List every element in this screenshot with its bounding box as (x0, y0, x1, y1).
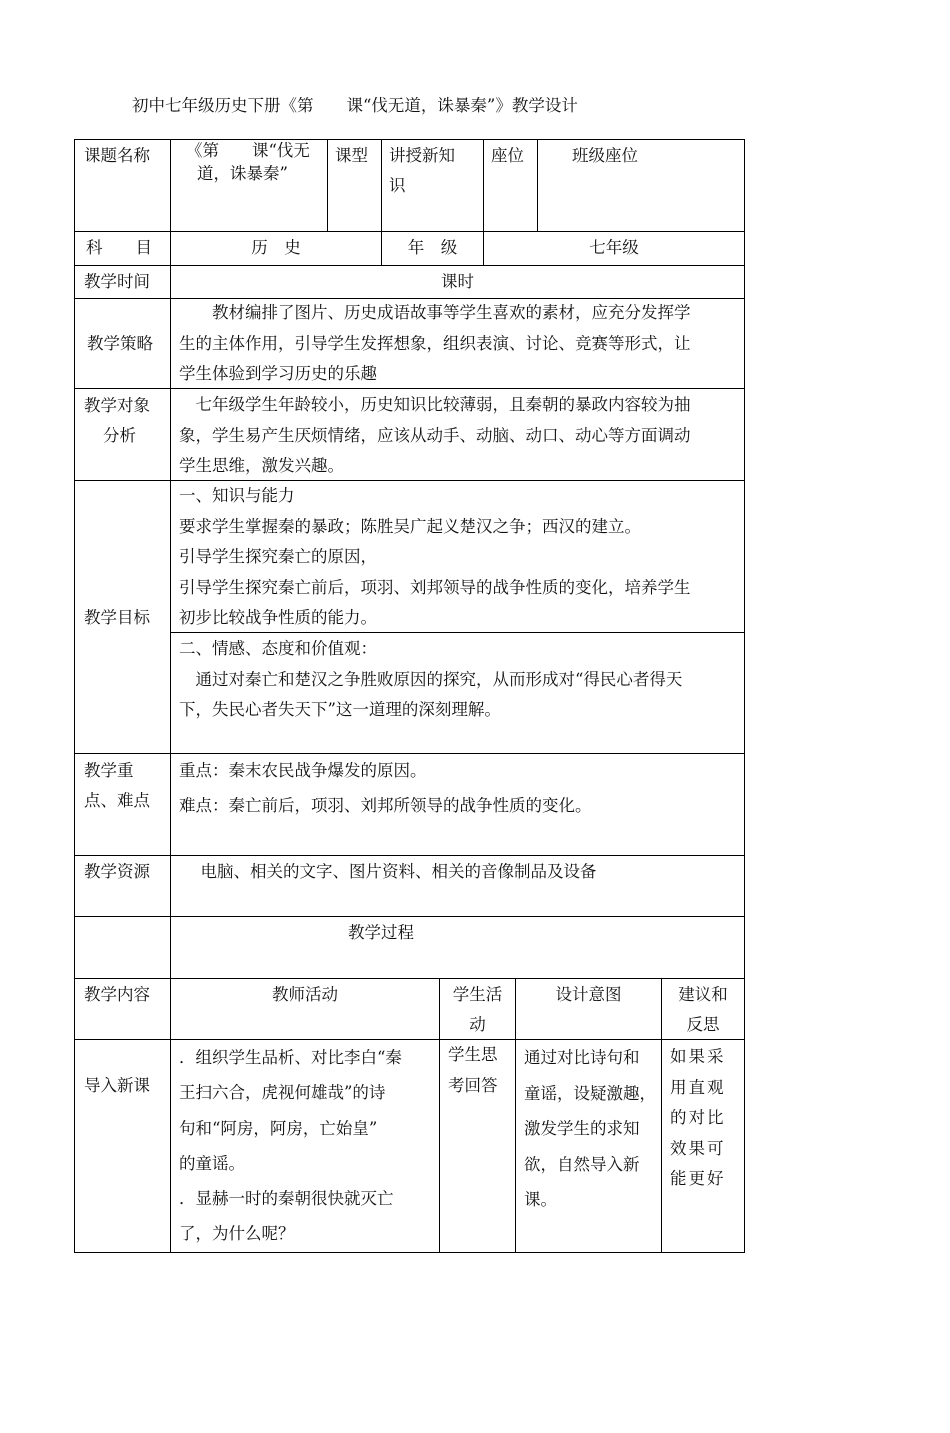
resources-label: 教学资源 (84, 862, 150, 881)
analysis-text (179, 390, 691, 482)
table-rule (74, 265, 745, 266)
subject-label: 科 目 (86, 238, 152, 257)
reflection-line: 效果可 (670, 1138, 726, 1158)
table-rule (327, 139, 328, 231)
objective-line: 通过对秦亡和楚汉之争胜败原因的探究，从而形成对“得民心者得天 (179, 669, 683, 689)
course-name-line: 道，诛暴秦” (197, 164, 288, 183)
student-activity-line: 考回答 (448, 1075, 498, 1095)
column-student-line: 学生活 (452, 985, 503, 1004)
analysis-line: 象，学生易产生厌烦情绪，应该从动手、动脑、动口、动心等方面调动 (179, 425, 691, 445)
teacher-activity-line: 王扫六合，虎视何雄哉”的诗 (179, 1083, 386, 1103)
teacher-activity-line: 的童谣。 (179, 1153, 245, 1173)
teacher-activity-line: ．组织学生品析、对比李白“秦 (179, 1048, 402, 1067)
objectives-label: 教学目标 (84, 608, 150, 627)
table-border-top (74, 139, 745, 140)
teacher-activity-line: 了，为什么呢？ (179, 1224, 295, 1244)
objective-line: 一、知识与能力 (179, 486, 295, 505)
strategy-text (179, 298, 691, 390)
grade-label: 年 级 (407, 238, 458, 257)
type-value-line: 讲授新知 (389, 146, 455, 165)
intro-reflection (670, 1042, 726, 1195)
table-rule (537, 139, 538, 231)
reflection-line: 的对比 (670, 1108, 726, 1127)
column-student-line: 动 (469, 1015, 486, 1034)
seat-label: 座位 (491, 146, 524, 165)
table-rule (515, 978, 516, 1252)
student-activity-line: 学生思 (448, 1045, 498, 1064)
key-point-focus: 重点：秦末农民战争爆发的原因。 (179, 761, 427, 780)
strategy-line: 学生体验到学习历史的乐趣 (179, 364, 377, 383)
time-label: 教学时间 (84, 272, 150, 291)
key-points-label-line: 教学重 (84, 761, 134, 780)
document-title: 初中七年级历史下册《第 课“伐无道，诛暴秦”》教学设计 (132, 96, 578, 115)
table-rule (74, 855, 745, 856)
table-rule (74, 753, 745, 754)
course-label: 课题名称 (84, 146, 150, 165)
strategy-label: 教学策略 (87, 334, 153, 353)
type-label: 课型 (335, 146, 368, 165)
teacher-activity-line: 句和“阿房，阿房，亡始皇” (179, 1118, 378, 1138)
column-content: 教学内容 (84, 985, 150, 1004)
objective-line: 二、情感、态度和价值观： (179, 639, 377, 658)
key-points-label-line: 点、难点 (84, 791, 150, 810)
analysis-line: 七年级学生年龄较小，历史知识比较薄弱，且秦朝的暴政内容较为抽 (179, 395, 691, 414)
intro-design-intent (524, 1040, 656, 1218)
reflection-line: 如果采 (670, 1047, 726, 1066)
objective-line: 初步比较战争性质的能力。 (179, 608, 377, 627)
objectives-knowledge (179, 481, 691, 634)
objective-line: 引导学生探究秦亡的原因， (179, 547, 377, 566)
design-intent-line: 通过对比诗句和 (524, 1048, 640, 1067)
table-border-right (744, 139, 745, 1253)
type-value-line: 识 (389, 176, 406, 195)
table-rule (170, 139, 171, 1253)
column-reflect-line: 反思 (686, 1015, 720, 1034)
column-teacher: 教师活动 (272, 985, 338, 1004)
reflection-line: 用直观 (670, 1077, 726, 1097)
intro-student-activity (448, 1040, 498, 1101)
seat-value: 班级座位 (572, 146, 638, 165)
teacher-activity-line: ．显赫一时的秦朝很快就灭亡 (179, 1189, 394, 1209)
table-border-bottom (74, 1252, 745, 1253)
design-intent-line: 激发学生的求知 (524, 1119, 640, 1138)
resources-value: 电脑、相关的文字、图片资料、相关的音像制品及设备 (184, 862, 597, 881)
subject-value: 历 史 (251, 238, 301, 257)
objective-line: 要求学生掌握秦的暴政；陈胜吴广起义楚汉之争；西汉的建立。 (179, 516, 641, 536)
design-intent-line: 童谣，设疑激趣， (524, 1083, 656, 1103)
table-rule (74, 231, 745, 232)
column-design: 设计意图 (555, 985, 622, 1004)
analysis-label-line: 分析 (103, 426, 136, 445)
objective-line: 下，失民心者失天下”这一道理的深刻理解。 (179, 700, 501, 719)
process-title: 教学过程 (348, 923, 414, 942)
key-point-difficulty: 难点：秦亡前后，项羽、刘邦所领导的战争性质的变化。 (179, 796, 592, 815)
table-rule (74, 916, 745, 917)
table-border-left (74, 139, 75, 1253)
strategy-line: 生的主体作用，引导学生发挥想象，组织表演、讨论、竞赛等形式，让 (179, 333, 691, 353)
grade-value: 七年级 (589, 238, 639, 257)
analysis-line: 学生思维，激发兴趣。 (179, 456, 344, 475)
strategy-line: 教材编排了图片、历史成语故事等学生喜欢的素材，应充分发挥学 (179, 303, 691, 322)
design-intent-line: 欲，自然导入新 (524, 1154, 640, 1174)
column-reflect-line: 建议和 (678, 985, 728, 1004)
reflection-line: 能更好 (670, 1169, 726, 1188)
analysis-label-line: 教学对象 (84, 396, 150, 415)
objectives-values (179, 634, 682, 726)
design-intent-line: 课。 (524, 1190, 557, 1209)
intro-content: 导入新课 (84, 1076, 150, 1095)
course-name-line: 《第 课“伐无 (186, 141, 310, 160)
intro-teacher-activity (179, 1040, 402, 1252)
time-value: 课时 (441, 272, 474, 291)
table-rule (74, 978, 745, 979)
objective-line: 引导学生探究秦亡前后，项羽、刘邦领导的战争性质的变化，培养学生 (179, 577, 691, 597)
